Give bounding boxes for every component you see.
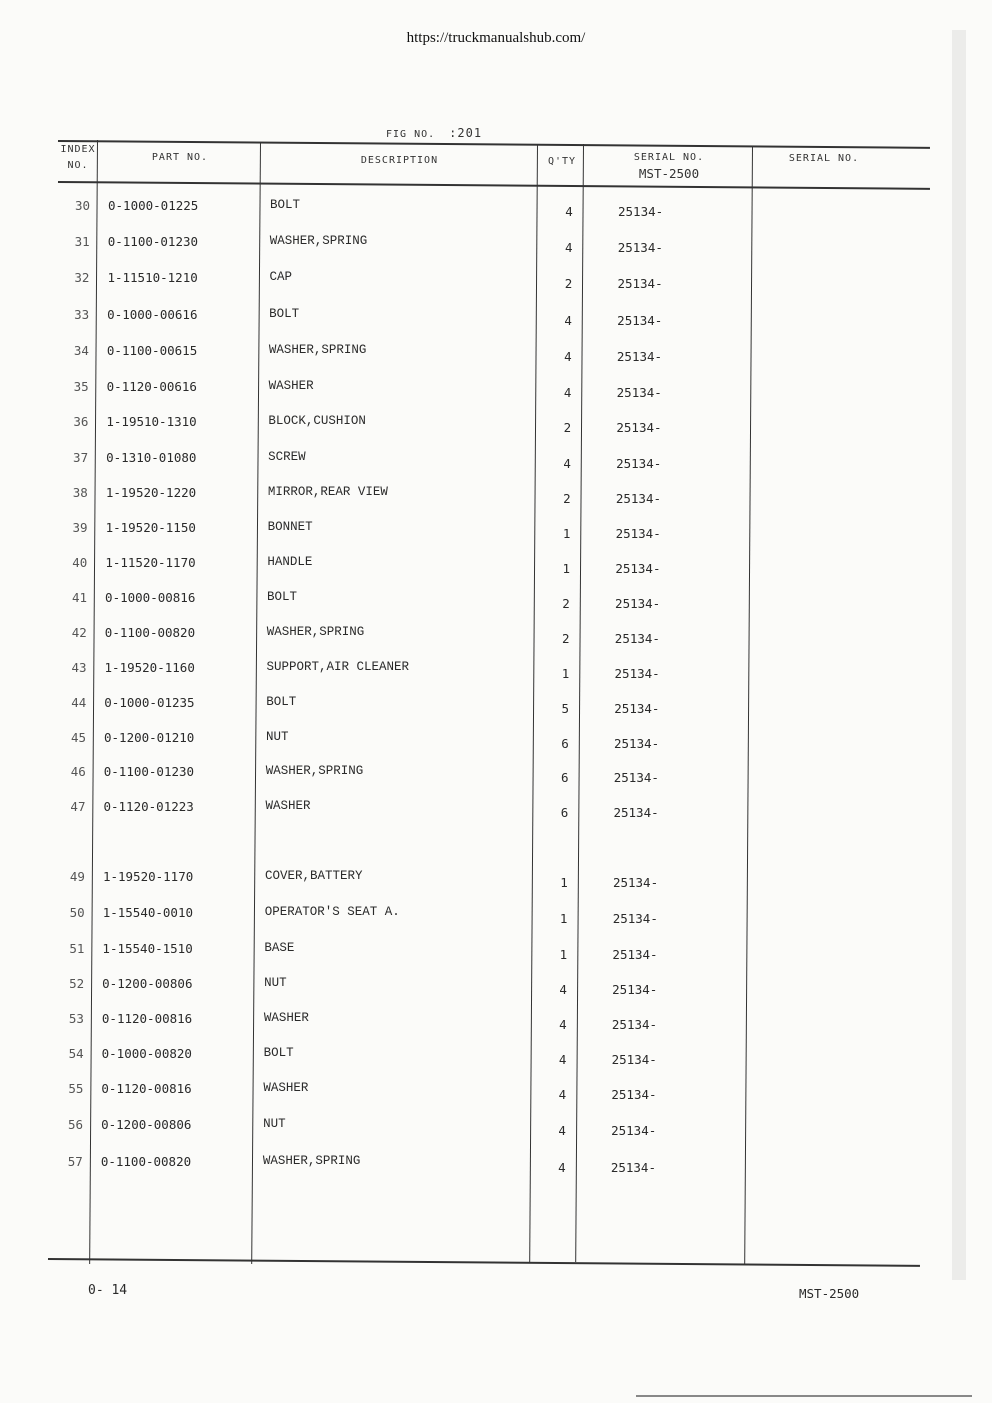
table-row [0, 520, 992, 550]
row-part-no: 0-1120-01223 [103, 799, 194, 814]
table-row [0, 1117, 992, 1147]
row-description: SCREW [268, 450, 306, 464]
table-row [0, 270, 992, 300]
row-qty: 1 [560, 875, 568, 890]
row-part-no: 0-1200-00806 [101, 1117, 192, 1132]
row-index: 37 [73, 450, 89, 465]
table-top-rule [58, 140, 930, 149]
row-serial: 25134- [615, 526, 661, 541]
row-qty: 2 [563, 491, 571, 506]
row-qty: 4 [563, 456, 571, 471]
row-index: 57 [67, 1154, 83, 1169]
table-row [0, 198, 992, 228]
row-qty: 1 [562, 561, 571, 576]
row-serial: 25134- [616, 349, 663, 364]
row-serial: 25134- [611, 1052, 657, 1067]
row-serial: 25134- [612, 911, 658, 926]
row-part-no: 0-1100-01230 [107, 234, 199, 249]
row-serial: 25134- [613, 770, 659, 785]
row-part-no: 0-1100-00820 [104, 625, 196, 640]
row-description: WASHER [268, 379, 314, 393]
row-qty: 2 [562, 596, 570, 611]
row-index: 52 [69, 976, 85, 991]
header-description: DESCRIPTION [360, 155, 439, 166]
table-row [0, 590, 992, 620]
row-description: OPERATOR'S SEAT A. [264, 905, 400, 919]
fig-number-value: :201 [449, 126, 483, 140]
table-row [0, 730, 992, 760]
row-qty: 6 [560, 805, 569, 820]
header-serial-1-label: SERIAL NO. [633, 152, 705, 163]
row-description: CAP [269, 270, 292, 284]
row-qty: 6 [560, 770, 569, 785]
row-part-no: 1-19520-1150 [105, 520, 196, 535]
row-serial: 25134- [612, 875, 659, 890]
row-qty: 4 [564, 240, 573, 255]
row-index: 51 [69, 941, 85, 956]
row-qty: 4 [558, 1087, 567, 1102]
row-part-no: 0-1120-00816 [101, 1081, 192, 1096]
row-serial: 25134- [614, 631, 660, 646]
row-serial: 25134- [611, 1087, 657, 1102]
row-part-no: 1-19520-1170 [102, 869, 194, 884]
figure-number [386, 126, 482, 140]
row-index: 38 [72, 485, 88, 500]
row-index: 31 [74, 234, 90, 249]
row-index: 40 [72, 555, 88, 570]
row-index: 56 [68, 1117, 84, 1132]
header-qty: Q'TY [547, 156, 577, 167]
row-description: WASHER,SPRING [262, 1154, 361, 1168]
row-serial: 25134- [614, 701, 660, 716]
header-part-no: PART NO. [151, 152, 209, 163]
header-serial-1-model: MST-2500 [638, 166, 700, 181]
table-row [0, 869, 992, 899]
table-row [0, 1011, 992, 1041]
bottom-edge-line [636, 1395, 972, 1397]
row-qty: 4 [558, 1160, 566, 1175]
row-qty: 4 [564, 349, 572, 364]
row-index: 32 [74, 270, 90, 285]
row-qty: 4 [558, 1123, 566, 1138]
row-serial: 25134- [614, 666, 660, 681]
row-qty: 2 [564, 276, 573, 291]
row-serial: 25134- [618, 204, 664, 219]
row-serial: 25134- [612, 982, 658, 997]
table-row [0, 941, 992, 971]
table-row [0, 234, 992, 264]
row-serial: 25134- [611, 1017, 658, 1032]
table-row [0, 695, 992, 725]
row-index: 54 [68, 1046, 84, 1061]
row-description: NUT [266, 730, 289, 744]
row-qty: 4 [565, 204, 573, 219]
row-description: COVER,BATTERY [264, 869, 363, 883]
table-row [0, 799, 992, 829]
row-serial: 25134- [616, 385, 662, 400]
row-index: 47 [70, 799, 86, 814]
row-qty: 4 [558, 1052, 567, 1067]
row-description: BOLT [267, 590, 298, 604]
row-part-no: 0-1120-00616 [106, 379, 197, 394]
row-description: WASHER,SPRING [269, 234, 368, 248]
row-serial: 25134- [617, 276, 663, 291]
row-part-no: 0-1000-00616 [107, 307, 198, 322]
row-part-no: 0-1100-00820 [100, 1154, 192, 1169]
header-serial-1 [586, 150, 752, 182]
row-qty: 4 [559, 982, 567, 997]
row-qty: 2 [563, 420, 572, 435]
row-part-no: 0-1100-00615 [106, 343, 198, 358]
row-part-no: 0-1200-00806 [102, 976, 193, 991]
row-qty: 1 [562, 526, 571, 541]
row-qty: 5 [561, 701, 570, 716]
row-description: WASHER [265, 799, 311, 813]
row-part-no: 0-1120-00816 [101, 1011, 193, 1026]
row-index: 49 [69, 869, 85, 884]
row-description: WASHER,SPRING [268, 343, 367, 357]
row-part-no: 0-1100-01230 [103, 764, 195, 779]
table-row [0, 905, 992, 935]
row-description: NUT [263, 1117, 286, 1131]
row-index: 35 [73, 379, 89, 394]
row-serial: 25134- [611, 1123, 657, 1138]
header-index-line1: INDEX [60, 144, 96, 155]
row-description: WASHER,SPRING [266, 625, 365, 639]
row-part-no: 1-11520-1170 [105, 555, 196, 570]
table-row [0, 414, 992, 444]
row-description: BONNET [267, 520, 313, 534]
row-serial: 25134- [613, 805, 659, 820]
row-part-no: 1-15540-1510 [102, 941, 193, 956]
row-index: 30 [74, 198, 90, 213]
header-index [58, 142, 98, 174]
table-row [0, 555, 992, 585]
row-index: 36 [73, 414, 89, 429]
row-description: BOLT [263, 1046, 294, 1060]
row-description: BOLT [270, 198, 301, 212]
row-qty: 6 [561, 736, 569, 751]
row-serial: 25134- [615, 561, 661, 576]
fig-label: FIG NO. [386, 129, 436, 140]
row-part-no: 0-1200-01210 [104, 730, 195, 745]
row-qty: 4 [563, 385, 572, 400]
row-description: BASE [264, 941, 295, 955]
row-index: 42 [71, 625, 87, 640]
source-url[interactable]: https://truckmanualshub.com/ [406, 30, 586, 46]
table-row [0, 976, 992, 1006]
row-description: SUPPORT,AIR CLEANER [266, 660, 410, 674]
table-row [0, 660, 992, 690]
table-row [0, 1154, 992, 1184]
row-index: 45 [70, 730, 86, 745]
row-part-no: 1-19510-1310 [106, 414, 197, 429]
row-serial: 25134- [615, 491, 661, 506]
table-bottom-rule [48, 1258, 920, 1267]
row-description: WASHER,SPRING [265, 764, 364, 778]
row-qty: 1 [561, 666, 570, 681]
header-serial-2: SERIAL NO. [788, 153, 860, 164]
table-row [0, 450, 992, 480]
row-part-no: 1-11510-1210 [107, 270, 198, 285]
row-qty: 4 [564, 313, 572, 328]
table-row [0, 343, 992, 373]
row-description: BOLT [269, 307, 300, 321]
row-index: 44 [71, 695, 87, 710]
row-description: NUT [264, 976, 287, 990]
row-part-no: 1-19520-1220 [105, 485, 197, 500]
row-description: WASHER [263, 1081, 309, 1095]
row-part-no: 1-15540-0010 [102, 905, 193, 920]
row-index: 43 [71, 660, 87, 675]
row-index: 53 [68, 1011, 84, 1026]
row-serial: 25134- [616, 456, 662, 471]
table-row [0, 379, 992, 409]
header-bottom-rule [58, 181, 930, 190]
row-serial: 25134- [614, 736, 660, 751]
table-row [0, 485, 992, 515]
row-serial: 25134- [612, 947, 658, 962]
row-index: 33 [74, 307, 90, 322]
row-qty: 2 [562, 631, 570, 646]
row-index: 46 [70, 764, 86, 779]
row-part-no: 0-1310-01080 [106, 450, 197, 465]
row-qty: 4 [559, 1017, 567, 1032]
row-index: 55 [68, 1081, 84, 1096]
row-description: MIRROR,REAR VIEW [267, 485, 388, 499]
header-index-line2: NO. [67, 160, 89, 171]
row-qty: 1 [559, 911, 568, 926]
table-row [0, 764, 992, 794]
row-index: 34 [73, 343, 89, 358]
table-row [0, 1046, 992, 1076]
row-qty: 1 [559, 947, 568, 962]
row-part-no: 0-1000-00816 [105, 590, 196, 605]
table-row [0, 625, 992, 655]
row-description: BOLT [266, 695, 297, 709]
row-serial: 25134- [615, 596, 661, 611]
row-serial: 25134- [616, 420, 662, 435]
row-index: 41 [71, 590, 88, 605]
row-description: BLOCK,CUSHION [268, 414, 366, 428]
row-part-no: 0-1000-01235 [104, 695, 195, 710]
row-part-no: 1-19520-1160 [104, 660, 195, 675]
row-description: WASHER [263, 1011, 309, 1025]
row-index: 50 [69, 905, 85, 920]
row-serial: 25134- [617, 313, 663, 328]
row-part-no: 0-1000-00820 [101, 1046, 192, 1061]
row-serial: 25134- [617, 240, 663, 255]
footer-model: MST-2500 [799, 1286, 860, 1301]
table-row [0, 1081, 992, 1111]
page-number: 0- 14 [88, 1283, 128, 1298]
row-description: HANDLE [267, 555, 313, 569]
row-part-no: 0-1000-01225 [108, 198, 199, 213]
table-row [0, 307, 992, 337]
row-index: 39 [72, 520, 88, 535]
row-serial: 25134- [610, 1160, 656, 1175]
